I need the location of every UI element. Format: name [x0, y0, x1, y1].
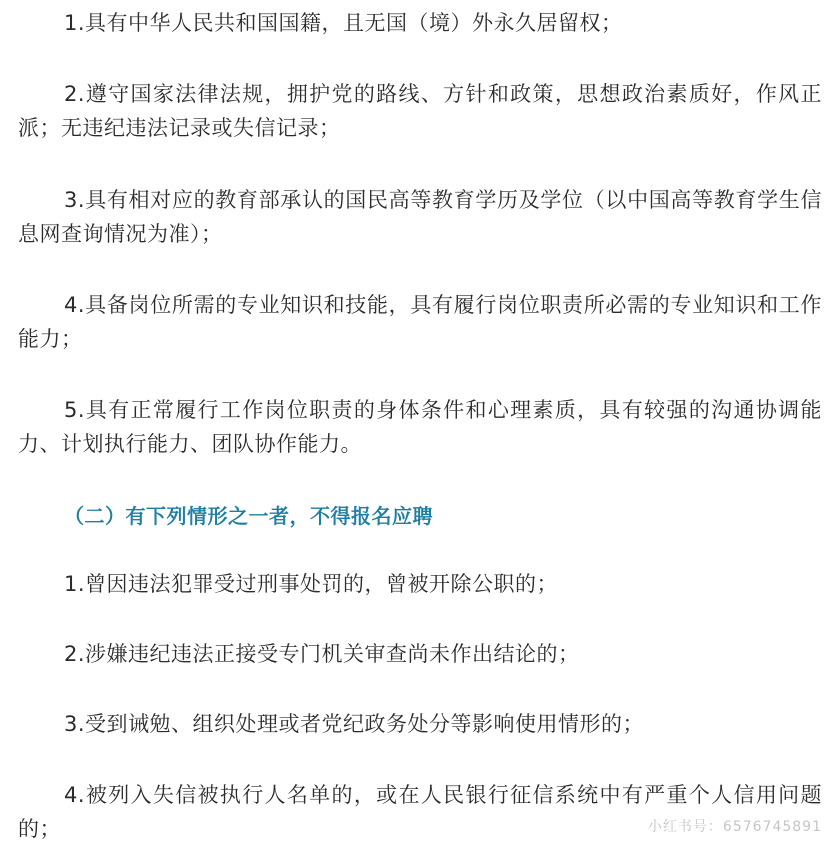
requirement-item-3: 3.具有相对应的教育部承认的国民高等教育学历及学位（以中国高等教育学生信息网查询情况为准）；	[18, 188, 822, 246]
requirement-item-4: 4.具备岗位所需的专业知识和技能，具有履行岗位职责所必需的专业知识和工作能力；	[18, 293, 822, 351]
watermark: 小红书号：6576745891	[647, 819, 822, 835]
requirement-item-1: 1.具有中华人民共和国国籍，且无国（境）外永久居留权；	[64, 11, 623, 35]
disqualification-item-4: 4.被列入失信被执行人名单的，或在人民银行征信系统中有严重个人信用问题的；	[18, 783, 822, 841]
disqualification-item-3: 3.受到诫勉、组织处理或者党纪政务处分等影响使用情形的；	[64, 712, 645, 736]
section-heading-disqualifications: （二）有下列情形之一者，不得报名应聘	[64, 504, 433, 528]
requirement-item-5: 5.具有正常履行工作岗位职责的身体条件和心理素质，具有较强的沟通协调能力、计划执行能力、团队协作能力。	[18, 398, 822, 456]
disqualification-item-2: 2.涉嫌违纪违法正接受专门机关审查尚未作出结论的；	[64, 642, 580, 666]
requirement-item-2: 2.遵守国家法律法规，拥护党的路线、方针和政策，思想政治素质好，作风正派；无违纪违法记录或失信记录；	[18, 82, 822, 140]
disqualification-item-1: 1.曾因违法犯罪受过刑事处罚的，曾被开除公职的；	[64, 572, 559, 596]
